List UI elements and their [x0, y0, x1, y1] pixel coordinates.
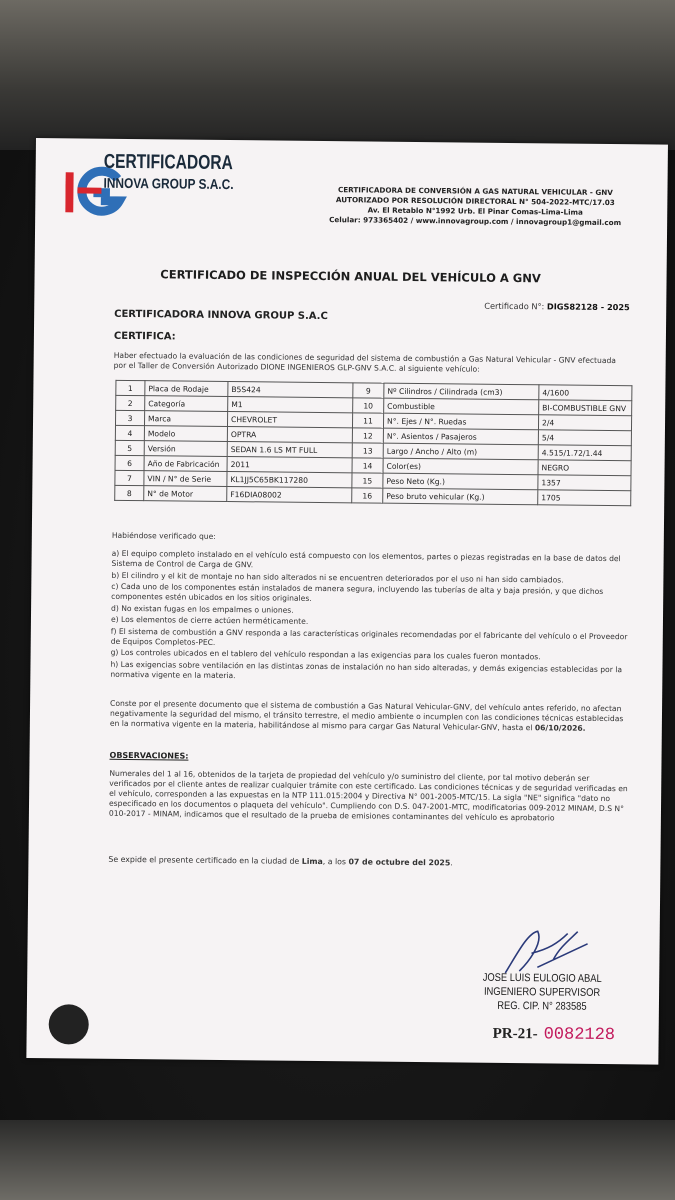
- info-line: AUTORIZADO POR RESOLUCIÓN DIRECTORAL N° 504-2022-MTC/17.03: [335, 195, 615, 208]
- verification-list: [110, 549, 631, 686]
- vehicle-table: [114, 380, 632, 506]
- table-cell: 2/4: [538, 415, 631, 431]
- table-cell: Peso bruto vehicular (Kg.): [383, 488, 538, 505]
- company-name: CERTIFICADORA INNOVA GROUP S.A.C: [114, 308, 328, 323]
- conste-paragraph: [110, 699, 630, 734]
- table-cell: Largo / Ancho / Alto (m): [383, 443, 538, 460]
- list-item: a) El equipo completo instalado en el vehículo está compuesto con los elementos, partes o piezas registradas en la base de datos del Sistema de Control de Carga de GNV.: [111, 548, 621, 570]
- table-cell: 4.515/1.72/1.44: [538, 445, 631, 461]
- punch-hole: [49, 1004, 89, 1044]
- table-cell: 5: [115, 440, 144, 455]
- table-cell: CHEVROLET: [227, 412, 352, 428]
- table-cell: OPTRA: [227, 427, 352, 443]
- observations-heading: OBSERVACIONES:: [109, 750, 189, 761]
- table-cell: 16: [352, 488, 383, 503]
- certificate-number: [484, 301, 630, 313]
- serial-number: [493, 1025, 616, 1045]
- document-title: CERTIFICADO DE INSPECCIÓN ANUAL DEL VEHÍCULO A GNV: [160, 267, 541, 286]
- info-line: Celular: 973365402 / www.innovagroup.com / innovagroup1@gmail.com: [329, 215, 622, 228]
- table-cell: Color(es): [383, 458, 538, 475]
- observations-paragraph: Numerales del 1 al 16, obtenidos de la tarjeta de propiedad del vehículo y/o suministro del cliente, por tal motivo deberán ser verificados por el cliente antes de realizar cualquier trámite con este certificado. Las condiciones técnicas y de seguridad verificadas en el vehículo, corresponden a las expuestas en la NTP 111.015:2004 y Directiva N° 001-2005-MTC/15. La sigla "NE" significa "dato no especificado en los documentos o plaqueta del vehículo". Cumpliendo con D.S. 047-2001-MTC, modificatorias 009-2012 MINAM, D.S N° 010-2017 - MINAM, indicamos que el resultado de la prueba de emisiones contaminantes del vehículo es aprobatorio: [108, 768, 628, 823]
- table-cell: 1705: [538, 490, 631, 506]
- table-cell: KL1JJ5C65BK117280: [227, 472, 352, 488]
- intro-paragraph: Haber efectuado la evaluación de las condiciones de seguridad del sistema de combustión a Gas Natural Vehicular - GNV efectuada por el Taller de Conversión Autorizado DIONE INGENIEROS GLP-GNV S.A.C. al siguiente vehículo:: [113, 350, 617, 374]
- background-floor: [0, 1120, 675, 1200]
- logo-title: CERTIFICADORA: [103, 150, 233, 175]
- table-cell: Nº Cilindros / Cilindrada (cm3): [384, 383, 539, 400]
- table-cell: Marca: [144, 411, 227, 427]
- table-cell: 1: [116, 380, 145, 395]
- table-cell: 2011: [227, 457, 352, 473]
- cert-value: DIGS82128 - 2025: [546, 301, 630, 313]
- conste-text: Conste por el presente documento que el sistema de combustión a Gas Natural Vehicular-GNV, del vehículo antes referido, no afectan negativamente la seguridad del mismo, el tránsito terrestre, el medio ambiente o incumplen con las condiciones técnicas establecidas en la normativa vigente en la materia, habilitándose al mismo para cargar Gas Natural Vehicular-GNV, hasta el: [109, 698, 624, 733]
- table-cell: 12: [352, 428, 383, 443]
- logo-subtitle: INNOVA GROUP S.A.C.: [103, 174, 234, 193]
- info-line: Av. El Retablo N°1992 Urb. El Pinar Comas-Lima-Lima: [367, 205, 583, 217]
- serial-value: 0082128: [543, 1025, 616, 1046]
- issue-date: 07 de octubre del 2025: [348, 857, 451, 868]
- table-cell: Placa de Rodaje: [145, 381, 228, 397]
- list-item: d) No existan fugas en los empalmes o uniones.: [111, 603, 294, 615]
- signer-role: INGENIERO SUPERVISOR: [483, 985, 601, 999]
- table-cell: 1357: [538, 475, 631, 491]
- table-cell: BI-COMBUSTIBLE GNV: [539, 400, 632, 416]
- info-line: CERTIFICADORA DE CONVERSIÓN A GAS NATURAL VEHICULAR - GNV: [337, 185, 613, 198]
- list-item: b) El cilindro y el kit de montaje no han sido alterados ni se encuentren deteriorados por el uso ni han sido cambiados.: [111, 570, 564, 585]
- table-cell: 4: [115, 425, 144, 440]
- table-cell: NEGRO: [538, 460, 631, 476]
- table-cell: 5/4: [538, 430, 631, 446]
- signer-registration: REG. CIP. N° 283585: [497, 999, 587, 1013]
- table-cell: 9: [353, 383, 384, 398]
- table-cell: 3: [115, 410, 144, 425]
- table-cell: N°. Asientos / Pasajeros: [383, 428, 538, 445]
- table-cell: Año de Fabricación: [144, 456, 227, 472]
- table-cell: 2: [116, 395, 145, 410]
- background-top: [0, 0, 675, 150]
- list-item: h) Las exigencias sobre ventilación en las distintas zonas de instalación no han sido alteradas, y demás exigencias establecidas por la normativa vigente en la materia.: [110, 659, 623, 680]
- issue-city: Lima: [301, 856, 323, 867]
- issue-text-mid: , a los: [322, 857, 347, 867]
- table-cell: Versión: [144, 441, 227, 457]
- serial-prefix: PR-21-: [492, 1025, 538, 1043]
- table-cell: 7: [115, 470, 144, 485]
- company-info-header: [305, 185, 645, 229]
- table-cell: 13: [352, 443, 383, 458]
- table-cell: 11: [352, 413, 383, 428]
- issue-statement: Se expide el presente certificado en la ciudad de Lima, a los 07 de octubre del 2025.: [108, 854, 453, 868]
- table-cell: 14: [352, 458, 383, 473]
- table-cell: 10: [353, 398, 384, 413]
- table-cell: B5S424: [228, 382, 353, 398]
- table-cell: Modelo: [144, 426, 227, 442]
- list-item: f) El sistema de combustión a GNV responda a las características originales recomendadas por el fabricante del vehículo o el Proveedor de Equipos Completos-PEC.: [110, 626, 628, 647]
- table-cell: F16DIA08002: [227, 487, 352, 503]
- list-item: e) Los elementos de cierre actúen herméticamente.: [110, 614, 309, 626]
- table-cell: Categoría: [145, 396, 228, 412]
- table-cell: 4/1600: [539, 385, 632, 401]
- list-item: g) Los controles ubicados en el tablero del vehículo respondan a las exigencias para los cuales fueron montados.: [110, 647, 541, 662]
- table-cell: Combustible: [384, 398, 539, 415]
- valid-until-date: 06/10/2026.: [534, 723, 586, 733]
- table-cell: N°. Ejes / N°. Ruedas: [383, 413, 538, 430]
- certificate-document: [26, 138, 668, 1065]
- list-item: c) Cada uno de los componentes están instalados de manera segura, incluyendo las tuberías de alta y baja presión, y que dichos componentes estén ubicados en los sitios originales.: [111, 581, 604, 603]
- issue-text: Se expide el presente certificado en la ciudad de: [108, 854, 300, 866]
- table-cell: SEDAN 1.6 LS MT FULL: [227, 442, 352, 458]
- table-cell: 6: [115, 455, 144, 470]
- table-cell: Peso Neto (Kg.): [383, 473, 538, 490]
- signer-name: JOSE LUIS EULOGIO ABAL: [482, 971, 602, 985]
- verification-heading: Habiéndose verificado que:: [111, 530, 216, 541]
- signer-block: [470, 971, 615, 1015]
- table-cell: 8: [115, 485, 144, 500]
- table-cell: M1: [228, 397, 353, 413]
- certifica-heading: CERTIFICA:: [113, 330, 176, 343]
- table-cell: N° de Motor: [144, 486, 227, 502]
- table-cell: VIN / N° de Serie: [144, 471, 227, 487]
- cert-label: Certificado N°:: [484, 300, 545, 312]
- table-cell: 15: [352, 473, 383, 488]
